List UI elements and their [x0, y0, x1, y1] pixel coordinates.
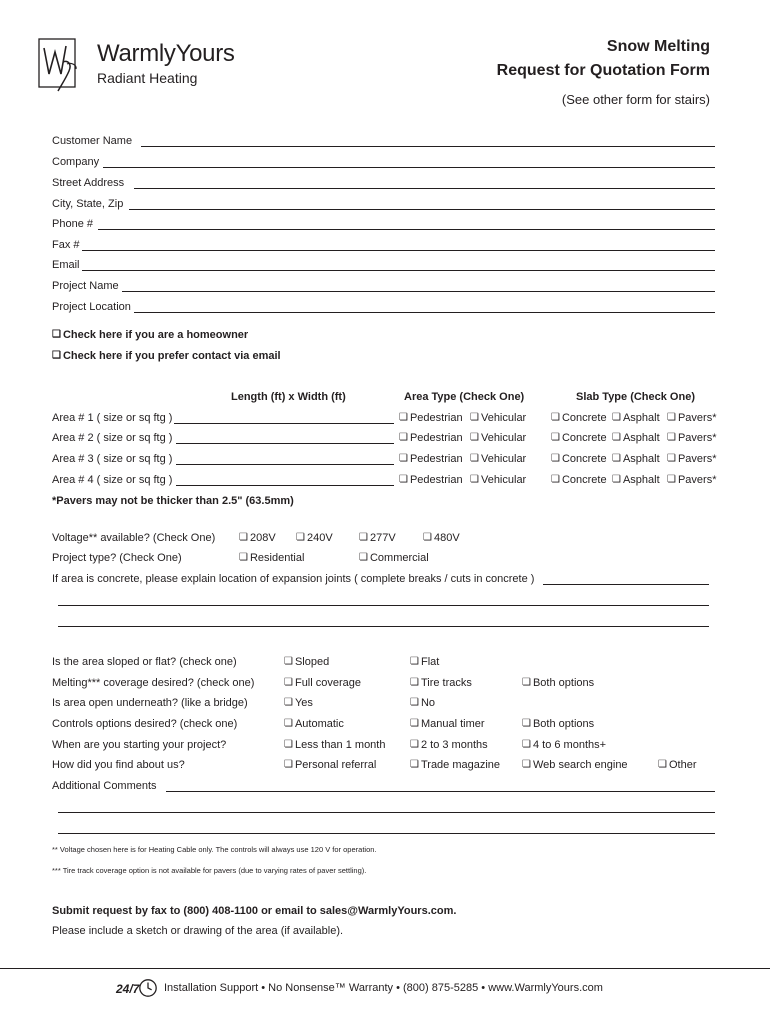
option-label: Commercial [369, 552, 429, 564]
street-address-field[interactable] [134, 188, 715, 189]
area-1-vehicular-option[interactable] [470, 412, 526, 424]
customer-name-label: Customer Name [52, 135, 133, 147]
clock-icon [138, 978, 158, 998]
area-3-concrete-option[interactable] [551, 453, 607, 465]
voltage-480v-option[interactable] [423, 532, 460, 544]
coverage-both-option[interactable] [522, 677, 594, 689]
area-2-pedestrian-option[interactable] [399, 432, 463, 444]
question-start-label: When are you starting your project? [52, 739, 227, 751]
area-2-dimensions-field[interactable] [176, 443, 394, 444]
pavers-note: *Pavers may not be thicker than 2.5" (63.5mm) [52, 495, 294, 507]
project-name-field[interactable] [122, 291, 715, 292]
area-2-pavers-option[interactable] [667, 432, 717, 444]
col-area-type-header: Area Type (Check One) [404, 391, 525, 403]
voltage-label: Voltage** available? (Check One) [52, 532, 216, 544]
option-label: 240V [306, 532, 333, 544]
option-label: Both options [532, 718, 595, 730]
area-1-asphalt-option[interactable] [612, 412, 660, 424]
voltage-footnote: ** Voltage chosen here is for Heating Cable only. The controls will always use 120 V for operation. [52, 845, 377, 854]
option-label: Web search engine [532, 759, 628, 771]
area-4-label: Area # 4 ( size or sq ftg ) [52, 474, 173, 486]
form-title-line1: Snow Melting [606, 38, 710, 55]
full-coverage-option[interactable] [284, 677, 361, 689]
option-label: Concrete [561, 412, 607, 424]
other-option[interactable] [658, 759, 696, 771]
area-4-vehicular-option[interactable] [470, 474, 526, 486]
fax-field[interactable] [82, 250, 715, 251]
area-1-dimensions-field[interactable] [174, 423, 394, 424]
question-found-label: How did you find about us? [52, 759, 185, 771]
option-label: Vehicular [480, 453, 527, 465]
additional-comments-line-2[interactable] [58, 812, 715, 813]
option-label: Flat [420, 656, 440, 668]
personal-referral-option[interactable] [284, 759, 376, 771]
option-label: Full coverage [294, 677, 362, 689]
option-label: Personal referral [294, 759, 377, 771]
email-label: Email [52, 259, 80, 271]
option-label: Both options [532, 677, 595, 689]
area-1-pavers-option[interactable] [667, 412, 717, 424]
area-2-concrete-option[interactable] [551, 432, 607, 444]
automatic-option[interactable] [284, 718, 344, 730]
submit-instruction: Submit request by fax to (800) 408-1100 or email to sales@WarmlyYours.com. [52, 905, 457, 917]
question-open-underneath-label: Is area open underneath? (like a bridge) [52, 697, 248, 709]
option-label: 277V [369, 532, 396, 544]
option-label: Pedestrian [409, 474, 463, 486]
area-3-asphalt-option[interactable] [612, 453, 660, 465]
voltage-240v-option[interactable] [296, 532, 333, 544]
question-controls-label: Controls options desired? (check one) [52, 718, 238, 730]
area-2-label: Area # 2 ( size or sq ftg ) [52, 432, 173, 444]
area-2-vehicular-option[interactable] [470, 432, 526, 444]
email-contact-checkbox[interactable] [52, 350, 281, 362]
4-to-6-months-option[interactable] [522, 739, 606, 751]
option-label: 2 to 3 months [420, 739, 488, 751]
brand-name: WarmlyYours [97, 40, 235, 67]
area-3-vehicular-option[interactable] [470, 453, 526, 465]
option-label: 208V [249, 532, 276, 544]
customer-name-field[interactable] [141, 146, 715, 147]
area-1-pedestrian-option[interactable] [399, 412, 463, 424]
support-badge-text: 24/7 [116, 982, 140, 996]
option-label: Asphalt [622, 453, 660, 465]
homeowner-checkbox[interactable] [52, 329, 248, 341]
col-slab-type-header: Slab Type (Check One) [576, 391, 695, 403]
question-sloped-label: Is the area sloped or flat? (check one) [52, 656, 237, 668]
voltage-208v-option[interactable] [239, 532, 276, 544]
expansion-joints-label: If area is concrete, please explain location of expansion joints ( complete breaks / cuts in concrete ) [52, 573, 535, 585]
area-1-label: Area # 1 ( size or sq ftg ) [52, 412, 173, 424]
option-label: Trade magazine [420, 759, 501, 771]
trade-magazine-option[interactable] [410, 759, 500, 771]
email-field[interactable] [82, 270, 715, 271]
option-label: Pedestrian [409, 412, 463, 424]
option-label: Tire tracks [420, 677, 472, 689]
option-label: Vehicular [480, 412, 527, 424]
option-label: No [420, 697, 436, 709]
sloped-option[interactable] [284, 656, 329, 668]
project-residential-option[interactable] [239, 552, 304, 564]
option-label: Vehicular [480, 474, 527, 486]
expansion-joints-line-2[interactable] [58, 605, 709, 606]
area-4-asphalt-option[interactable] [612, 474, 660, 486]
option-label: Pavers* [677, 432, 717, 444]
option-label: Yes [294, 697, 313, 709]
company-field[interactable] [103, 167, 715, 168]
fax-label: Fax # [52, 239, 80, 251]
company-label: Company [52, 156, 100, 168]
area-4-pedestrian-option[interactable] [399, 474, 463, 486]
project-commercial-option[interactable] [359, 552, 429, 564]
area-3-dimensions-field[interactable] [176, 464, 394, 465]
street-address-label: Street Address [52, 177, 125, 189]
option-label: Concrete [561, 474, 607, 486]
yes-option[interactable] [284, 697, 313, 709]
area-4-concrete-option[interactable] [551, 474, 607, 486]
phone-field[interactable] [98, 229, 715, 230]
controls-both-option[interactable] [522, 718, 594, 730]
brand-tagline: Radiant Heating [97, 70, 198, 86]
option-label: Vehicular [480, 432, 527, 444]
option-label: Other [668, 759, 697, 771]
tire-track-footnote: *** Tire track coverage option is not available for pavers (due to varying rates of paver settling). [52, 866, 367, 875]
option-label: Pedestrian [409, 453, 463, 465]
option-label: Pavers* [677, 453, 717, 465]
2-to-3-months-option[interactable] [410, 739, 488, 751]
tire-tracks-option[interactable] [410, 677, 472, 689]
area-3-label: Area # 3 ( size or sq ftg ) [52, 453, 173, 465]
option-label: Manual timer [420, 718, 485, 730]
area-3-pedestrian-option[interactable] [399, 453, 463, 465]
city-state-zip-field[interactable] [129, 209, 715, 210]
option-label: Pavers* [677, 474, 717, 486]
sketch-note: Please include a sketch or drawing of the area (if available). [52, 925, 344, 937]
additional-comments-field[interactable] [166, 791, 715, 792]
no-option[interactable] [410, 697, 435, 709]
city-state-zip-label: City, State, Zip [52, 198, 124, 210]
area-3-pavers-option[interactable] [667, 453, 717, 465]
footer-contact-line: Installation Support • No Nonsense™ Warranty • (800) 875-5285 • www.WarmlyYours.com [164, 982, 603, 994]
project-location-field[interactable] [134, 312, 715, 313]
area-1-concrete-option[interactable] [551, 412, 607, 424]
homeowner-label: Check here if you are a homeowner [62, 329, 249, 341]
support-badge [116, 978, 160, 1000]
project-name-label: Project Name [52, 280, 119, 292]
area-4-pavers-option[interactable] [667, 474, 717, 486]
project-location-label: Project Location [52, 301, 131, 313]
phone-label: Phone # [52, 218, 93, 230]
col-dimensions-header: Length (ft) x Width (ft) [231, 391, 346, 403]
less-than-1-month-option[interactable] [284, 739, 385, 751]
expansion-joints-line-3[interactable] [58, 626, 709, 627]
option-label: Pavers* [677, 412, 717, 424]
option-label: 480V [433, 532, 460, 544]
option-label: Automatic [294, 718, 344, 730]
area-2-asphalt-option[interactable] [612, 432, 660, 444]
option-label: Asphalt [622, 412, 660, 424]
area-4-dimensions-field[interactable] [176, 485, 394, 486]
additional-comments-label: Additional Comments [52, 780, 157, 792]
form-subtitle: (See other form for stairs) [561, 92, 710, 107]
web-search-engine-option[interactable] [522, 759, 628, 771]
footer-divider [0, 968, 770, 969]
email-contact-label: Check here if you prefer contact via email [62, 350, 281, 362]
expansion-joints-field[interactable] [543, 584, 709, 585]
option-label: Asphalt [622, 432, 660, 444]
option-label: Pedestrian [409, 432, 463, 444]
voltage-277v-option[interactable] [359, 532, 396, 544]
option-label: Concrete [561, 453, 607, 465]
option-label: Less than 1 month [294, 739, 386, 751]
option-label: Asphalt [622, 474, 660, 486]
wy-monogram-icon [38, 38, 80, 92]
option-label: Concrete [561, 432, 607, 444]
option-label: 4 to 6 months+ [532, 739, 607, 751]
form-title-line2: Request for Quotation Form [496, 62, 710, 79]
option-label: Residential [249, 552, 305, 564]
flat-option[interactable] [410, 656, 439, 668]
option-label: Sloped [294, 656, 330, 668]
project-type-label: Project type? (Check One) [52, 552, 182, 564]
question-coverage-label: Melting*** coverage desired? (check one) [52, 677, 255, 689]
manual-timer-option[interactable] [410, 718, 485, 730]
additional-comments-line-3[interactable] [58, 833, 715, 834]
